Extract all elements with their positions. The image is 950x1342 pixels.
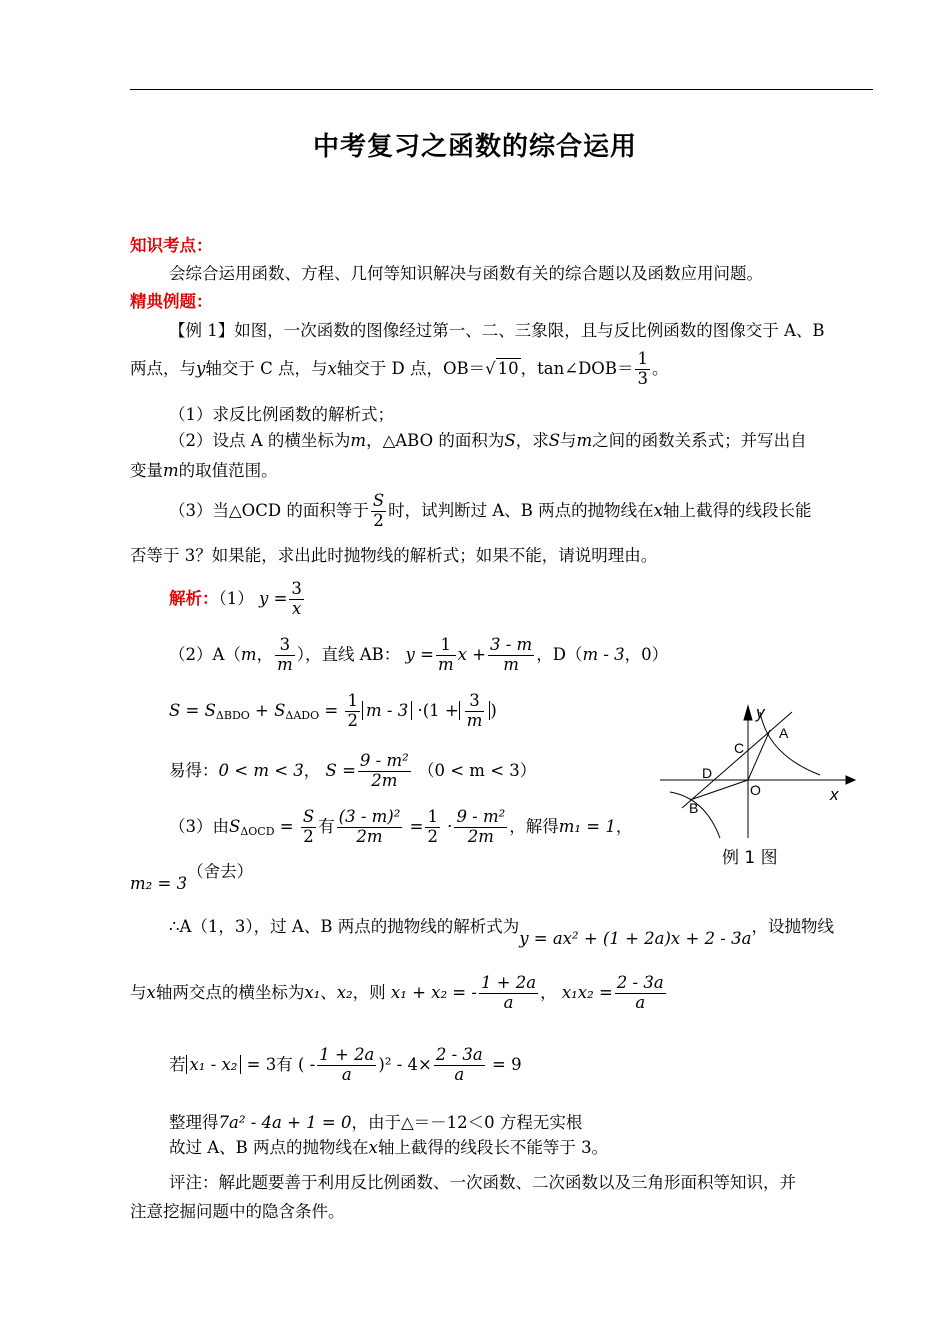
question-3: （3）当△OCD 的面积等于 $\frac{S}{2}$ 时，试判断过 A、B 两点的抛物线在x轴上截得的线段长能 [169,491,812,530]
therefore-line: ∴A（1，3），过 A、B 两点的抛物线的解析式为y = ax² + (1 + 2a)x + 2 - 3a，设抛物线 [169,917,834,948]
y-axis-arrow [744,706,752,720]
label-d: D [702,765,713,781]
line-oa [748,730,770,780]
solution-3: （3）由$S_{\Delta OCD}$ = $\frac{S}{2}$ 有 $\frac{\text{(3 - m)²}}{2m}$ = $\frac{1}{2}$ · $\frac{\text{9 - m²}}{2m}$ ，解得m₁ = 1， [169,807,633,846]
comment-line2: 注意挖掘问题中的隐含条件。 [130,1202,345,1221]
m2-line: m₂ = 3（舍去） [130,862,254,893]
header-rule [130,89,873,90]
simplify-line: 整理得7a² - 4a + 1 = 0，由于△＝－12＜0 方程无实根 [169,1113,583,1132]
tan-fraction: $\frac{1}{3}$ [637,349,648,388]
solution-1: 解析：（1） y = $\frac{3}{x}$ [169,579,302,618]
example1-line2: 两点，与y轴交于 C 点，与x轴交于 D 点，OB＝√ 10 ，tan∠DOB＝ $\frac{1}{3}$ 。 [130,349,669,388]
x-axis-arrow [846,776,855,784]
comment-line1: 评注：解此题要善于利用反比例函数、一次函数、二次函数以及三角形面积等知识，并 [169,1173,796,1192]
if-line: 若 x₁ - x₂ = 3有 ( - $\frac{1 + 2a}{a}$ )² - 4× $\frac{2 - 3a}{a}$ = 9 [169,1045,522,1084]
examples-label: 精典例题： [130,292,213,311]
solution-2: （2）A（m， $\frac{3}{m}$ ），直线 AB： y = $\frac{1}{m}$ x + $\frac{3 - m}{m}$ ，D（m - 3，0） [169,635,669,674]
area-formula: $S = S_{\Delta BDO} + S_{\Delta ADO}$ = $\frac{1}{2}$ m - 3 ·(1 + $\frac{3}{m}$ ) [169,691,497,730]
example1-label: 【例 1】 [169,321,235,340]
question-2-line2: 变量m的取值范围。 [130,461,278,480]
example1-figure [660,700,860,840]
question-1: （1）求反比例函数的解析式； [169,405,394,424]
knowledge-text: 会综合运用函数、方程、几何等知识解决与函数有关的综合题以及函数应用问题。 [169,264,763,283]
roots-line: 与x轴两交点的横坐标为x₁、x₂，则 x₁ + x₂ = - $\frac{1 + 2a}{a}$ ， x₁x₂ = $\frac{2 - 3a}{a}$ [130,973,664,1012]
easy-result: 易得：0 < m < 3， S = $\frac{\text{9 - m²}}{2m}$ （0 < m < 3） [169,751,537,790]
knowledge-label: 知识考点： [130,236,213,255]
label-a: A [779,725,789,741]
page-title: 中考复习之函数的综合运用 [312,132,637,162]
q3-fraction: $\frac{S}{2}$ [372,491,385,530]
example1-line1: 【例 1】如图，一次函数的图像经过第一、二、三象限，且与反比例函数的图像交于 A、B [169,321,825,340]
question-3-line2: 否等于 3？如果能，求出此时抛物线的解析式；如果不能，请说明理由。 [130,546,658,565]
label-b: B [689,800,699,816]
label-x: x [830,785,839,804]
label-y: y [756,703,765,722]
hyperbola-upper [760,712,820,775]
figure-caption: 例 1 图 [722,848,778,868]
question-2: （2）设点 A 的横坐标为m，△ABO 的面积为S，求S与m之间的函数关系式；并写出自 [169,431,807,450]
label-o: O [750,782,761,798]
conclusion-line: 故过 A、B 两点的抛物线在x轴上截得的线段长不能等于 3。 [169,1138,609,1157]
line-ob [690,780,748,800]
sqrt-value: 10 [497,358,519,378]
solution-label: 解析： [169,588,219,608]
line-ab [682,712,792,808]
label-c: C [734,740,745,756]
